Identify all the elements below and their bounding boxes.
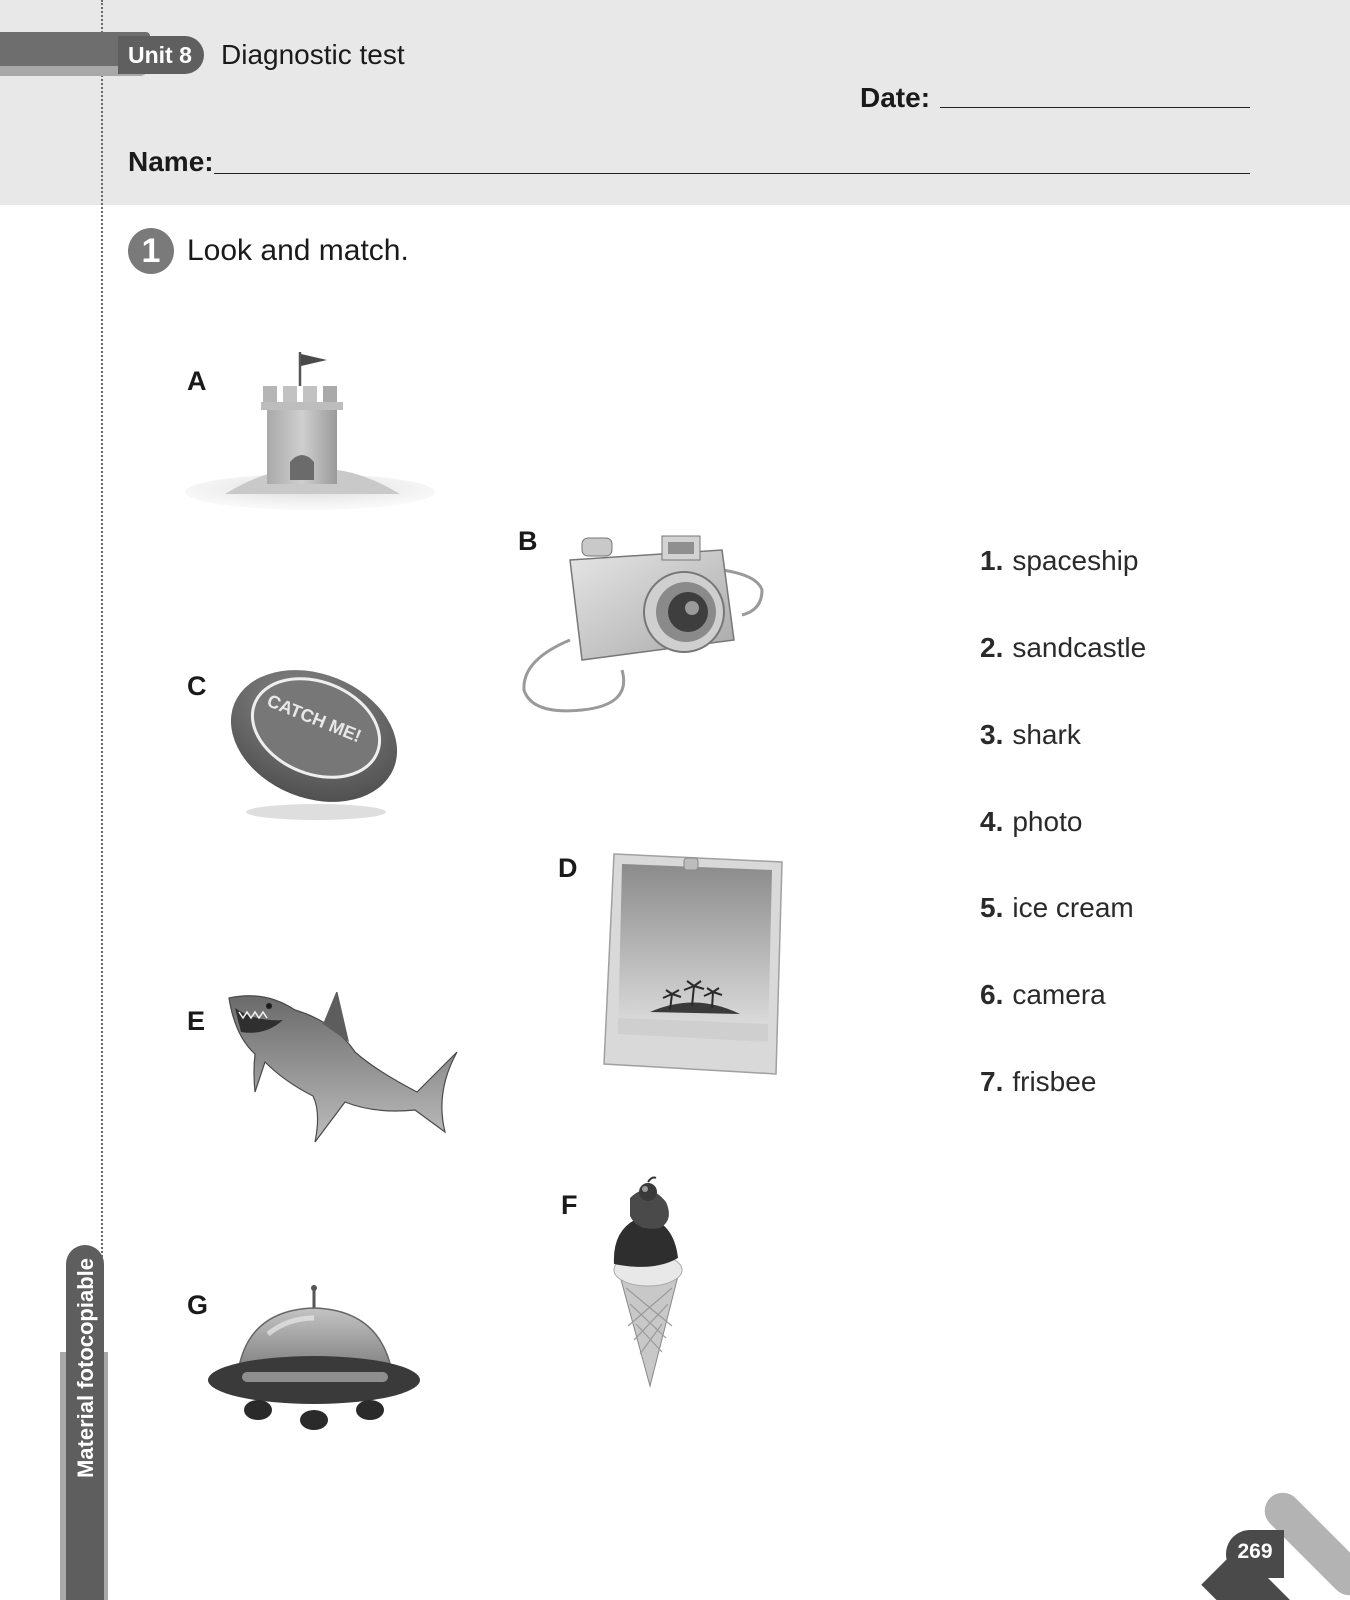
picture-letter-d: D — [558, 853, 578, 883]
page-number: 269 — [1237, 1540, 1273, 1563]
unit-badge: Unit 8 — [118, 36, 204, 74]
word-item: 2. sandcastle — [980, 632, 1147, 663]
word-item: 7. frisbee — [980, 1066, 1097, 1097]
frisbee-icon[interactable] — [228, 664, 408, 824]
frisbee-text: CATCH ME! — [264, 690, 365, 747]
word-item: 3. shark — [980, 719, 1081, 750]
picture-letter-f: F — [561, 1190, 578, 1220]
picture-letter-b: B — [518, 526, 538, 556]
word-item: 4. photo — [980, 806, 1083, 837]
ice-cream-icon[interactable] — [604, 1176, 694, 1390]
page-title: Diagnostic test — [221, 39, 405, 70]
side-tab-label: Material fotocopiable — [73, 1257, 98, 1479]
exercise-number: 1 — [128, 228, 174, 274]
name-label: Name: — [128, 146, 214, 177]
spaceship-icon[interactable] — [208, 1284, 422, 1444]
word-item: 1. spaceship — [980, 545, 1139, 576]
picture-letter-c: C — [187, 671, 207, 701]
word-item: 5. ice cream — [980, 892, 1134, 923]
exercise-instruction: Look and match. — [187, 234, 409, 267]
camera-icon[interactable] — [522, 530, 772, 720]
shark-icon[interactable] — [225, 992, 465, 1164]
word-item: 6. camera — [980, 979, 1106, 1010]
picture-letter-g: G — [187, 1290, 209, 1320]
picture-letter-e: E — [187, 1006, 206, 1036]
picture-letter-a: A — [187, 366, 207, 396]
date-label: Date: — [860, 82, 931, 113]
date-field-line[interactable] — [940, 107, 1250, 108]
name-field-line[interactable] — [214, 173, 1250, 174]
photo-icon[interactable] — [600, 852, 790, 1082]
sandcastle-icon[interactable] — [185, 352, 445, 512]
